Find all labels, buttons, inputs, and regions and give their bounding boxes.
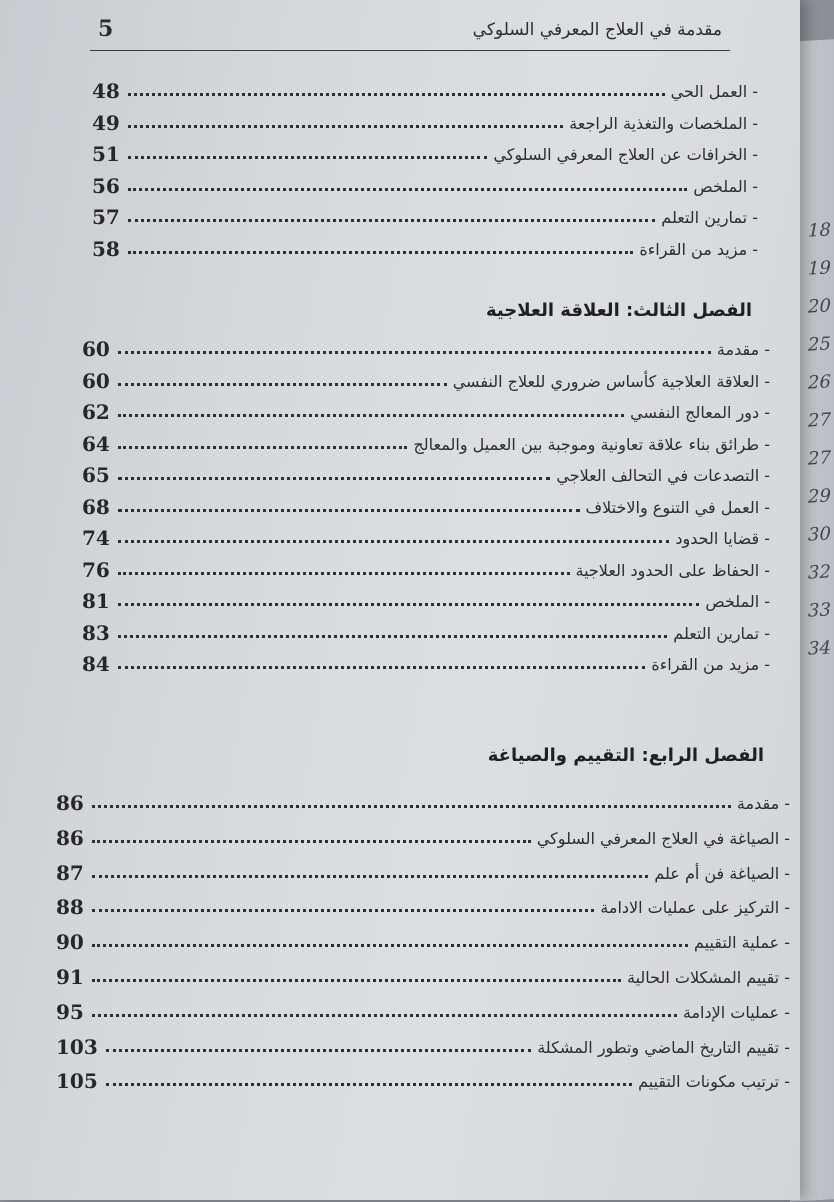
toc-entry-label: - ترتيب مكونات التقييم: [638, 1072, 790, 1092]
toc-page-number: 74: [82, 526, 110, 550]
facing-page-number: 34: [808, 637, 831, 660]
facing-page-number: 30: [808, 523, 831, 546]
toc-leader-dots: [92, 875, 649, 878]
toc-entry[interactable]: [82, 488, 770, 518]
toc-entry-label: - تمارين التعلم: [673, 623, 770, 643]
toc-entry-label: - التركيز على عمليات الادامة: [600, 898, 790, 918]
toc-entry-label: - تقييم المشكلات الحالية: [627, 968, 790, 987]
toc-leader-dots: [92, 979, 621, 982]
toc-page-number: 60: [82, 368, 110, 393]
toc-leader-dots: [118, 383, 447, 386]
toc-leader-dots: [128, 125, 563, 128]
toc-entry-label: - الحفاظ على الحدود العلاجية: [575, 560, 770, 580]
toc-entry[interactable]: [92, 198, 758, 228]
toc-leader-dots: [92, 1014, 677, 1017]
facing-page-number: 25: [808, 333, 831, 356]
toc-leader-dots: [128, 188, 688, 191]
toc-entry-label: - الصياغة في العلاج المعرفي السلوكي: [536, 828, 790, 848]
toc-leader-dots: [118, 540, 670, 543]
toc-leader-dots: [106, 1083, 632, 1086]
toc-leader-dots: [118, 635, 667, 638]
toc-page-number: 95: [56, 999, 84, 1024]
toc-entry-label: - قضايا الحدود: [675, 529, 770, 548]
facing-page-number: 33: [808, 599, 831, 622]
chapter-title: الفصل الثالث: العلاقة العلاجية: [486, 300, 752, 321]
toc-entry-label: - مزيد من القراءة: [639, 239, 758, 259]
facing-page-number: 26: [808, 371, 831, 394]
running-title: مقدمة في العلاج المعرفي السلوكي: [472, 20, 722, 40]
toc-entry-label: - العمل الحي: [670, 82, 758, 101]
toc-page-number: 58: [92, 236, 120, 261]
toc-entry[interactable]: [56, 1062, 790, 1092]
toc-page-number: 65: [82, 463, 110, 487]
toc-leader-dots: [128, 93, 665, 96]
toc-entry-label: - الملخص: [705, 592, 770, 611]
toc-page-number: 88: [56, 895, 84, 920]
toc-page-number: 48: [92, 79, 120, 103]
toc-leader-dots: [118, 446, 408, 449]
toc-leader-dots: [128, 156, 488, 159]
toc-entry[interactable]: [92, 135, 758, 165]
toc-entry[interactable]: [82, 425, 770, 455]
toc-leader-dots: [118, 603, 700, 606]
toc-entry[interactable]: [56, 958, 790, 988]
facing-page-number: 18: [808, 219, 831, 242]
toc-entry-label: - تقييم التاريخ الماضي وتطور المشكلة: [537, 1037, 790, 1057]
toc-entry[interactable]: [56, 854, 790, 884]
toc-entry[interactable]: [82, 645, 770, 675]
toc-page-number: 49: [92, 110, 120, 135]
toc-entry[interactable]: [82, 614, 770, 644]
toc-entry[interactable]: [56, 888, 790, 918]
toc-page-number: 76: [82, 557, 110, 582]
toc-entry[interactable]: [56, 923, 790, 953]
toc-leader-dots: [128, 219, 655, 222]
page-number: 5: [98, 16, 114, 42]
toc-entry-label: - العمل في التنوع والاختلاف: [585, 497, 770, 517]
toc-entry-label: - العلاقة العلاجية كأساس ضروري للعلاج النفسي: [452, 371, 770, 391]
toc-page-number: 84: [82, 652, 110, 676]
toc-entry[interactable]: [82, 551, 770, 581]
toc-page-number: 68: [82, 494, 110, 519]
toc-page-number: 86: [56, 825, 84, 850]
toc-page-number: 83: [82, 620, 110, 645]
toc-entry[interactable]: [56, 993, 790, 1023]
toc-entry-label: - عمليات الإدامة: [682, 1002, 790, 1022]
toc-page-number: 56: [92, 173, 120, 198]
toc-leader-dots: [92, 805, 731, 808]
toc-entry[interactable]: [56, 784, 790, 814]
toc-entry-label: - مقدمة: [716, 340, 770, 359]
toc-entry-label: - الملخص: [693, 176, 758, 196]
toc-leader-dots: [92, 840, 531, 843]
toc-entry-label: - طرائق بناء علاقة تعاونية وموجبة بين العميل والمعالج: [413, 434, 770, 454]
facing-page-number: 32: [808, 561, 831, 584]
toc-entry[interactable]: [56, 1028, 790, 1058]
toc-page-number: 81: [82, 589, 110, 613]
toc-entry[interactable]: [82, 393, 770, 423]
toc-page-number: 86: [56, 791, 84, 815]
toc-entry[interactable]: [92, 104, 758, 134]
facing-page-number: 27: [808, 447, 831, 470]
toc-entry[interactable]: [82, 330, 770, 360]
toc-page-number: 90: [56, 930, 84, 955]
toc-leader-dots: [118, 572, 570, 575]
page-header: [90, 10, 730, 51]
toc-entry[interactable]: [82, 456, 770, 486]
toc-page-number: 87: [56, 860, 84, 885]
toc-leader-dots: [118, 351, 711, 354]
facing-page-number: 27: [808, 409, 831, 432]
facing-page-number: 20: [808, 295, 831, 318]
toc-page-number: 91: [56, 965, 84, 989]
toc-entry[interactable]: [82, 362, 770, 392]
toc-page-number: 103: [56, 1034, 98, 1059]
toc-page-number: 64: [82, 431, 110, 456]
toc-page-number: 57: [92, 205, 120, 229]
toc-entry[interactable]: [92, 230, 758, 260]
toc-page-number: 60: [82, 337, 110, 361]
toc-entry-label: - التصدعات في التحالف العلاجي: [556, 466, 770, 485]
toc-entry-label: - تمارين التعلم: [661, 208, 758, 227]
toc-entry[interactable]: [82, 582, 770, 612]
toc-leader-dots: [92, 944, 688, 947]
toc-page-number: 62: [82, 400, 110, 424]
toc-leader-dots: [118, 509, 580, 512]
toc-entry[interactable]: [92, 167, 758, 197]
toc-page-number: 105: [56, 1069, 98, 1094]
toc-entry[interactable]: [82, 519, 770, 549]
toc-leader-dots: [118, 414, 624, 417]
toc-entry-label: - مزيد من القراءة: [651, 655, 770, 674]
toc-entry[interactable]: [56, 819, 790, 849]
toc-entry-label: - الملخصات والتغذية الراجعة: [569, 113, 758, 133]
chapter-title: الفصل الرابع: التقييم والصياغة: [487, 745, 764, 766]
toc-entry-label: - عملية التقييم: [694, 933, 790, 953]
toc-leader-dots: [118, 666, 646, 669]
facing-page-number: 29: [808, 485, 831, 508]
facing-page-number: 19: [808, 257, 831, 280]
toc-entry-label: - مقدمة: [736, 794, 790, 813]
toc-leader-dots: [118, 477, 551, 480]
toc-leader-dots: [128, 251, 634, 254]
toc-entry-label: - الخرافات عن العلاج المعرفي السلوكي: [493, 145, 758, 164]
toc-page-number: 51: [92, 142, 120, 166]
toc-leader-dots: [92, 909, 594, 912]
toc-entry[interactable]: [92, 72, 758, 102]
toc-entry-label: - دور المعالج النفسي: [630, 403, 770, 422]
toc-leader-dots: [106, 1049, 531, 1052]
toc-entry-label: - الصياغة فن أم علم: [654, 863, 790, 883]
